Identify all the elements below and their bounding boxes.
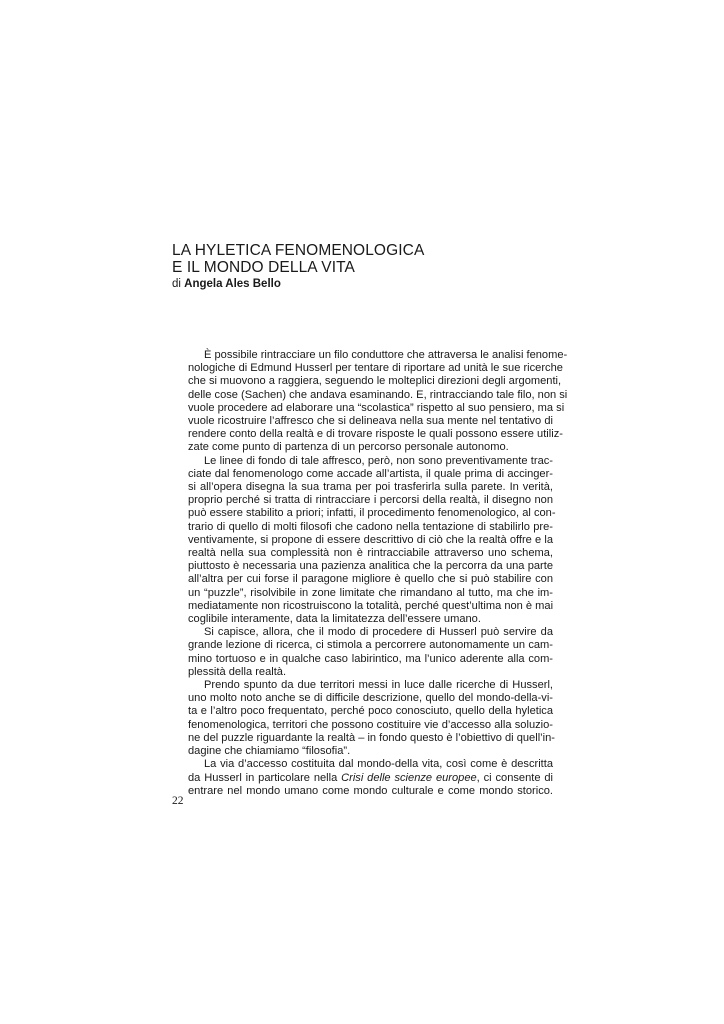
text-line: all’altra per cui forse il paragone migliore è quello che si può stabilire con — [188, 573, 553, 586]
paragraph-1 — [172, 349, 568, 455]
text-line: uno molto noto anche se di difficile descrizione, quello del mondo-della-vi- — [188, 692, 553, 705]
article-title-line-2: E IL MONDO DELLA VITA — [172, 259, 355, 276]
text-line: può essere stabilito a priori; infatti, il procedimento fenomenologico, al con- — [188, 507, 556, 520]
text-run: , ci consente di — [476, 771, 553, 784]
text-line: fenomenologica, territori che possono costituire vie d’accesso alla soluzio- — [188, 718, 553, 731]
text-line: grande lezione di ricerca, ci stimola a percorrere autonomamente un cam- — [188, 639, 553, 652]
text-line: mediatamente non ricostruiscono la totalità, perché quest’ultima non è mai — [188, 599, 554, 612]
byline — [172, 277, 572, 292]
text-line: rendere conto della realtà e di trovare risposte le quali possono essere utiliz- — [188, 428, 563, 441]
text-line: vuole procedere ad elaborare una “scolastica” rispetto al suo pensiero, ma si — [188, 401, 565, 414]
article-title-line-1: LA HYLETICA FENOMENOLOGICA — [172, 242, 425, 259]
text-line: ciate dal fenomenologo come accade all’artista, il quale prima di accinger- — [188, 467, 553, 480]
text-line: plessità della realtà. — [188, 665, 287, 678]
text-line: È possibile rintracciare un filo conduttore che attraversa le analisi fenome- — [204, 349, 568, 361]
text-line: coglibile interamente, data la limitatezza dell’essere umano. — [188, 613, 481, 626]
text-line: mino tortuoso e in qualche caso labirintico, ma l’unico aderente alla com- — [188, 652, 553, 665]
text-line: vuole ricostruire l’affresco che si delineava nella sua mente nel tentativo di — [188, 415, 553, 428]
author-name: Angela Ales Bello — [184, 278, 281, 290]
text-line — [172, 772, 553, 785]
text-line: ne del puzzle riguardante la realtà – in fondo questo è l’obiettivo di quell’in- — [188, 731, 555, 744]
text-run: da Husserl in particolare nella — [188, 771, 342, 784]
text-line: si all’opera disegna la sua trama per poi trasferirla sulla parete. In verità, — [188, 481, 553, 494]
page-number: 22 — [172, 795, 184, 807]
text-line: un “puzzle”, risolvibile in zone limitate che rimandano al tutto, ma che im- — [188, 586, 553, 599]
paragraph-5 — [172, 758, 553, 798]
text-line: entrare nel mondo umano come mondo culturale e come mondo storico. — [188, 784, 553, 797]
paragraph-3 — [172, 626, 553, 679]
text-line: proprio perché si tratta di rintracciare i percorsi della realtà, il disegno non — [188, 494, 553, 507]
text-line: delle cose (Sachen) che andava esaminando. E, rintracciando tale filo, non si — [188, 388, 568, 401]
text-line: La via d’accesso costituita dal mondo-della vita, così come è descritta — [204, 758, 553, 771]
book-title: Crisi delle scienze europee — [341, 771, 477, 784]
text-line: piuttosto è necessaria una pazienza analitica che la percorra da una parte — [188, 560, 553, 573]
paragraph-2 — [172, 454, 556, 627]
text-line: nologiche di Edmund Husserl per tentare di riportare ad unità le sue ricerche — [188, 362, 563, 375]
article-body — [172, 349, 568, 798]
text-line: ta e l’altro poco frequentato, perché poco conosciuto, quello della hyletica — [188, 705, 553, 718]
text-line: che si muovono a raggiera, seguendo le molteplici direzioni degli argomenti, — [188, 375, 562, 388]
text-line: trario di quello di molti filosofi che cadono nella tentazione di stabilirlo pre- — [188, 520, 553, 533]
text-line: Si capisce, allora, che il modo di procedere di Husserl può servire da — [204, 626, 553, 639]
text-line: Le linee di fondo di tale affresco, però, non sono preventivamente trac- — [204, 454, 553, 467]
text-line: realtà nella sua complessità non è rintracciabile attraverso uno schema, — [188, 547, 553, 560]
paragraph-4 — [172, 679, 553, 758]
text-line: Prendo spunto da due territori messi in luce dalle ricerche di Husserl, — [204, 679, 553, 692]
text-line: dagine che chiamiamo “filosofia”. — [188, 745, 351, 758]
byline-prefix: di — [172, 278, 181, 290]
text-line: zate come punto di partenza di un percorso personale autonomo. — [188, 441, 509, 454]
text-line: ventivamente, si propone di essere descrittivo di ciò che la realtà offre e la — [188, 533, 553, 546]
article-header — [172, 242, 572, 292]
